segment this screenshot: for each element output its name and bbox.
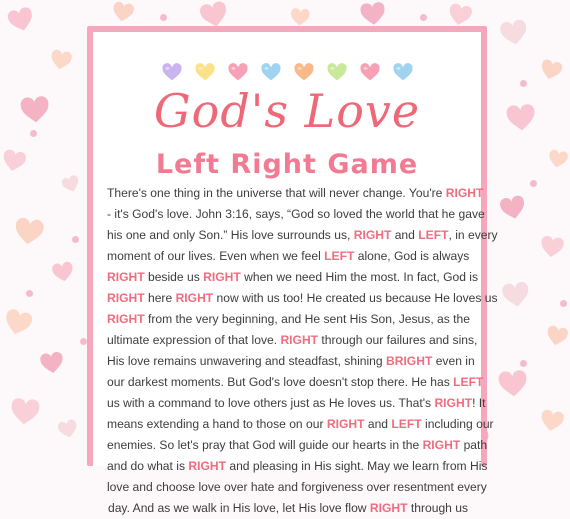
confetti-dot xyxy=(72,236,79,243)
story-line xyxy=(107,288,498,309)
direction-word: RIGHT xyxy=(369,501,408,515)
story-segment: beside us xyxy=(144,270,204,284)
direction-word: LEFT xyxy=(391,417,422,431)
heart-icon xyxy=(498,194,528,223)
story-segment: alone, God is always xyxy=(354,249,470,263)
story-text xyxy=(107,183,498,519)
page-subtitle: Left Right Game xyxy=(155,149,419,180)
direction-word: RIGHT xyxy=(353,228,392,242)
story-segment: enemies. So let's pray that God will guide our hearts in the xyxy=(107,438,423,452)
story-line xyxy=(107,309,469,330)
heart-icon xyxy=(39,350,66,375)
story-segment: path xyxy=(460,438,488,452)
heart-icon xyxy=(505,103,537,133)
story-line xyxy=(107,351,475,372)
story-segment: our darkest moments. But God's love doesn't stop there. He has xyxy=(107,375,454,389)
heart-icon xyxy=(538,408,565,434)
heart-icon xyxy=(498,18,530,48)
confetti-dot xyxy=(560,300,567,307)
story-line xyxy=(107,435,488,456)
heart-icon xyxy=(110,0,135,24)
heart-icon xyxy=(19,95,51,125)
direction-word: RIGHT xyxy=(188,459,226,473)
candy-hearts-row xyxy=(93,62,481,84)
story-segment: including our xyxy=(421,417,494,431)
story-line xyxy=(107,183,484,204)
story-segment: means extending a hand to those on our xyxy=(107,417,327,431)
story-segment: us with a command to love others just as He loves us. That's xyxy=(107,396,435,410)
story-segment: through our failures and sins, xyxy=(318,333,478,347)
direction-word: RIGHT xyxy=(107,270,145,284)
story-segment: - it's God's love. John 3:16, says, “God so loved the world that he gave xyxy=(107,207,485,221)
story-segment: and xyxy=(391,228,419,242)
confetti-dot xyxy=(520,360,527,367)
heart-icon xyxy=(0,148,28,175)
story-segment: , in every xyxy=(448,228,498,242)
story-segment: ! It xyxy=(472,396,486,410)
story-segment: There's one thing in the universe that will never change. You're xyxy=(107,186,446,200)
direction-word: RIGHT xyxy=(107,291,145,305)
heart-icon xyxy=(50,260,75,284)
direction-word: LEFT xyxy=(324,249,355,263)
direction-word: RIGHT xyxy=(107,312,145,326)
candy-heart-icon xyxy=(326,62,348,82)
game-card xyxy=(87,26,498,515)
heart-icon xyxy=(9,397,41,427)
heart-icon xyxy=(12,216,46,248)
heart-icon xyxy=(56,418,80,441)
story-segment: His love remains unwavering and steadfast, shining xyxy=(107,354,386,368)
story-line xyxy=(107,456,488,477)
story-line xyxy=(107,330,478,351)
story-segment: even in xyxy=(432,354,475,368)
candy-heart-icon xyxy=(161,62,183,82)
direction-word: LEFT xyxy=(418,228,449,242)
direction-word: LEFT xyxy=(453,375,484,389)
story-line xyxy=(107,246,469,267)
direction-word: RIGHT xyxy=(434,396,473,410)
heart-icon xyxy=(359,1,387,27)
heart-icon xyxy=(497,369,529,399)
confetti-dot xyxy=(530,180,537,187)
heart-icon xyxy=(538,57,564,82)
candy-heart-icon xyxy=(392,62,414,82)
heart-icon xyxy=(544,324,570,348)
story-segment: now with us too! He created us because He loves us xyxy=(213,291,498,305)
story-segment: his one and only Son.” His love surrounds us, xyxy=(107,228,354,242)
direction-word: BRIGHT xyxy=(385,354,433,368)
candy-heart-icon xyxy=(260,62,282,82)
story-line xyxy=(107,414,494,435)
confetti-dot xyxy=(26,290,33,297)
story-segment: and do what is xyxy=(107,459,189,473)
story-segment: through us xyxy=(407,501,469,515)
heart-icon xyxy=(5,5,36,35)
story-line xyxy=(107,477,487,498)
story-line xyxy=(107,498,469,519)
confetti-dot xyxy=(160,14,167,21)
direction-word: RIGHT xyxy=(422,438,461,452)
story-line xyxy=(107,267,479,288)
direction-word: RIGHT xyxy=(326,417,365,431)
story-segment: when we need Him the most. In fact, God is xyxy=(240,270,479,284)
confetti-dot xyxy=(520,80,527,87)
story-line xyxy=(107,204,485,225)
candy-heart-icon xyxy=(194,62,216,82)
card-inner xyxy=(93,32,498,515)
story-line xyxy=(107,225,498,246)
story-line xyxy=(107,393,486,414)
page-title: God's Love xyxy=(153,84,421,138)
heart-icon xyxy=(500,280,531,309)
heart-icon xyxy=(48,48,73,72)
candy-heart-icon xyxy=(359,62,381,82)
story-segment: day. And as we walk in His love, let His love flow xyxy=(107,501,370,515)
story-segment: love and choose love over hate and forgiveness over resentment every xyxy=(107,480,487,494)
story-segment: and pleasing in His sight. May we learn from His xyxy=(225,459,488,473)
candy-heart-icon xyxy=(227,62,249,82)
story-line xyxy=(107,372,484,393)
confetti-dot xyxy=(420,14,427,21)
candy-heart-icon xyxy=(293,62,315,82)
story-segment: moment of our lives. Even when we feel xyxy=(107,249,325,263)
heart-icon xyxy=(60,173,83,195)
direction-word: RIGHT xyxy=(203,270,241,284)
story-segment: here xyxy=(144,291,176,305)
heart-icon xyxy=(289,7,311,27)
story-segment: and xyxy=(364,417,392,431)
direction-word: RIGHT xyxy=(445,186,484,200)
heart-icon xyxy=(547,148,570,170)
heart-icon xyxy=(1,307,35,339)
direction-word: RIGHT xyxy=(175,291,214,305)
story-segment: from the very beginning, and He sent His Son, Jesus, as the xyxy=(144,312,470,326)
confetti-dot xyxy=(80,338,87,345)
story-segment: ultimate expression of that love. xyxy=(107,333,281,347)
confetti-dot xyxy=(30,130,37,137)
direction-word: RIGHT xyxy=(280,333,319,347)
heart-icon xyxy=(446,2,474,29)
heart-icon xyxy=(539,234,566,259)
